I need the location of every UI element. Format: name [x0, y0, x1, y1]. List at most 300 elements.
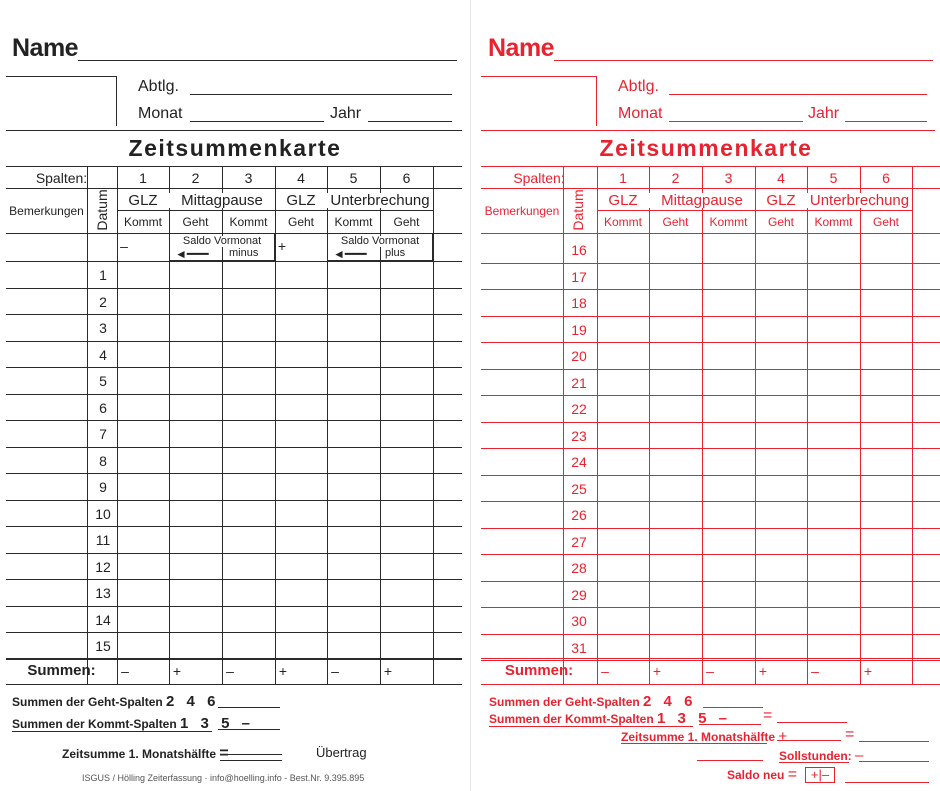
- time-entry-cell[interactable]: [380, 367, 433, 394]
- time-entry-cell[interactable]: [807, 581, 860, 608]
- time-entry-cell[interactable]: [597, 501, 649, 528]
- subheader-kommt: Kommt: [123, 215, 162, 229]
- time-entry-cell[interactable]: [222, 632, 275, 659]
- time-entry-cell[interactable]: [117, 341, 169, 368]
- day-number: 5: [99, 373, 107, 389]
- column-number-2: 2: [671, 170, 680, 186]
- day-number: 13: [95, 585, 111, 601]
- saldo-neu-field[interactable]: [845, 782, 929, 783]
- column-number-6: 6: [882, 170, 890, 186]
- time-entry-cell[interactable]: [807, 448, 860, 475]
- kommt-underline: [489, 726, 693, 727]
- time-entry-cell[interactable]: [649, 395, 702, 422]
- time-entry-cell[interactable]: [275, 447, 327, 474]
- time-entry-cell[interactable]: [380, 500, 433, 527]
- spalten-label: Spalten:: [35, 170, 88, 186]
- plus-sign: +: [758, 663, 768, 679]
- glz-header-2: GLZ: [766, 192, 796, 209]
- geht-sum-row: [489, 693, 696, 710]
- time-entry-cell[interactable]: [649, 448, 702, 475]
- monat-label: Monat: [618, 105, 663, 122]
- time-entry-cell[interactable]: [117, 473, 169, 500]
- time-entry-cell[interactable]: [860, 448, 912, 475]
- time-entry-cell[interactable]: [807, 289, 860, 316]
- time-entry-cell[interactable]: [807, 342, 860, 369]
- jahr-label: Jahr: [330, 105, 362, 122]
- geht-sum-field[interactable]: [218, 707, 280, 708]
- time-entry-cell[interactable]: [807, 369, 860, 396]
- time-entry-cell[interactable]: [860, 395, 912, 422]
- time-entry-cell[interactable]: [597, 634, 649, 661]
- time-entry-cell[interactable]: [649, 316, 702, 343]
- time-entry-cell[interactable]: [807, 236, 860, 263]
- time-entry-cell[interactable]: [327, 579, 380, 606]
- time-entry-cell[interactable]: [169, 261, 222, 288]
- jahr-field[interactable]: [845, 121, 927, 122]
- time-entry-cell[interactable]: [649, 289, 702, 316]
- time-entry-cell[interactable]: [380, 606, 433, 633]
- time-entry-cell[interactable]: [380, 579, 433, 606]
- time-entry-cell[interactable]: [222, 288, 275, 315]
- glz-header-2: GLZ: [286, 192, 316, 209]
- time-entry-cell[interactable]: [597, 369, 649, 396]
- time-entry-cell[interactable]: [702, 316, 755, 343]
- time-entry-cell[interactable]: [597, 342, 649, 369]
- day-number: 20: [571, 348, 587, 364]
- time-entry-cell[interactable]: [327, 447, 380, 474]
- grid-hline: [481, 188, 940, 189]
- time-entry-cell[interactable]: [702, 395, 755, 422]
- time-entry-cell[interactable]: [275, 420, 327, 447]
- saldo-plus-box[interactable]: [327, 233, 433, 261]
- time-entry-cell[interactable]: [117, 314, 169, 341]
- plus-sign: +: [383, 663, 393, 679]
- time-entry-cell[interactable]: [755, 528, 807, 555]
- sollstunden-label: Sollstunden:: [779, 749, 852, 763]
- grid-hline: [6, 188, 462, 189]
- time-entry-cell[interactable]: [169, 606, 222, 633]
- time-entry-cell[interactable]: [169, 420, 222, 447]
- day-number: 6: [99, 399, 107, 416]
- day-number: 28: [571, 560, 587, 576]
- time-entry-cell[interactable]: [327, 261, 380, 288]
- sollstunden-field[interactable]: [859, 761, 929, 762]
- time-entry-cell[interactable]: [222, 473, 275, 500]
- time-entry-cell[interactable]: [755, 289, 807, 316]
- time-entry-cell[interactable]: [222, 606, 275, 633]
- time-entry-cell[interactable]: [117, 632, 169, 659]
- time-entry-cell[interactable]: [117, 606, 169, 633]
- sollstunden-underline: [779, 762, 849, 763]
- time-entry-cell[interactable]: [327, 288, 380, 315]
- time-entry-cell[interactable]: [380, 341, 433, 368]
- time-entry-cell[interactable]: [380, 632, 433, 659]
- day-number: 26: [571, 507, 587, 523]
- time-entry-cell[interactable]: [702, 475, 755, 502]
- card-title: Zeitsummenkarte: [128, 135, 342, 161]
- saldo-minus-box[interactable]: [169, 233, 275, 261]
- time-entry-cell[interactable]: [275, 473, 327, 500]
- time-entry-cell[interactable]: [597, 316, 649, 343]
- time-entry-cell[interactable]: [860, 634, 912, 661]
- day-number: 30: [571, 613, 587, 629]
- time-entry-cell[interactable]: [117, 579, 169, 606]
- time-entry-cell[interactable]: [807, 554, 860, 581]
- column-number-5: 5: [829, 170, 838, 186]
- day-number: 3: [99, 320, 107, 336]
- time-entry-cell[interactable]: [275, 341, 327, 368]
- time-entry-cell[interactable]: [222, 500, 275, 527]
- time-entry-cell[interactable]: [275, 632, 327, 659]
- grid-hline: [6, 166, 462, 167]
- plus-sign: +: [278, 663, 288, 679]
- time-entry-cell[interactable]: [597, 289, 649, 316]
- time-entry-cell[interactable]: [327, 314, 380, 341]
- time-entry-cell[interactable]: [702, 369, 755, 396]
- time-entry-cell[interactable]: [222, 553, 275, 580]
- plus-sign: +: [172, 663, 182, 679]
- mittagpause-header: Mittagpause: [649, 193, 755, 208]
- time-entry-cell[interactable]: [597, 581, 649, 608]
- time-entry-cell[interactable]: [649, 581, 702, 608]
- monat-field[interactable]: [669, 121, 803, 122]
- grid-hline: [481, 684, 940, 685]
- time-entry-cell[interactable]: [860, 342, 912, 369]
- minus-sign: –: [120, 238, 128, 254]
- column-number-3: 3: [244, 170, 253, 186]
- grid-hline: [6, 684, 462, 685]
- datum-label: Datum: [570, 189, 586, 231]
- time-entry-cell[interactable]: [860, 263, 912, 290]
- time-entry-cell[interactable]: [275, 579, 327, 606]
- time-entry-cell[interactable]: [860, 422, 912, 449]
- time-entry-cell[interactable]: [755, 395, 807, 422]
- time-entry-cell[interactable]: [327, 367, 380, 394]
- name-field[interactable]: [554, 60, 933, 61]
- summen-label: Summen:: [504, 662, 574, 679]
- time-entry-cell[interactable]: [169, 288, 222, 315]
- zeitsumme-field-top: [220, 754, 282, 755]
- plus-minus-box[interactable]: +|–: [805, 767, 835, 783]
- time-entry-cell[interactable]: [755, 263, 807, 290]
- time-entry-cell[interactable]: [275, 606, 327, 633]
- time-entry-cell[interactable]: [597, 554, 649, 581]
- time-entry-cell[interactable]: [807, 607, 860, 634]
- time-entry-cell[interactable]: [117, 447, 169, 474]
- time-entry-cell[interactable]: [327, 420, 380, 447]
- time-entry-cell[interactable]: [222, 394, 275, 421]
- datum-label: Datum: [94, 189, 110, 231]
- unterbrechung-header: Unterbrechung: [327, 193, 433, 208]
- equals-sign-3: =: [787, 766, 798, 783]
- time-entry-cell[interactable]: [755, 342, 807, 369]
- day-number: 10: [95, 505, 111, 522]
- abtlg-label: Abtlg.: [618, 78, 659, 95]
- time-entry-cell[interactable]: [117, 367, 169, 394]
- day-number: 7: [99, 426, 107, 442]
- header-divider: [481, 130, 935, 131]
- time-entry-cell[interactable]: [327, 553, 380, 580]
- kommt-sum-label: Summen der Kommt-Spalten: [489, 712, 654, 726]
- day-number: 17: [571, 268, 587, 285]
- time-entry-cell[interactable]: [169, 579, 222, 606]
- time-entry-cell[interactable]: [222, 261, 275, 288]
- time-entry-cell[interactable]: [702, 528, 755, 555]
- time-entry-cell[interactable]: [597, 395, 649, 422]
- time-entry-cell[interactable]: [702, 289, 755, 316]
- zeitsumme-field[interactable]: [777, 740, 841, 741]
- time-entry-cell[interactable]: [755, 607, 807, 634]
- time-entry-cell[interactable]: [649, 501, 702, 528]
- subheader-geht: Geht: [182, 215, 209, 229]
- abtlg-label: Abtlg.: [138, 78, 179, 95]
- time-entry-cell[interactable]: [702, 554, 755, 581]
- time-entry-cell[interactable]: [649, 263, 702, 290]
- time-entry-cell[interactable]: [702, 581, 755, 608]
- time-entry-cell[interactable]: [649, 607, 702, 634]
- time-entry-cell[interactable]: [860, 528, 912, 555]
- time-entry-cell[interactable]: [649, 554, 702, 581]
- time-entry-cell[interactable]: [327, 473, 380, 500]
- time-entry-cell[interactable]: [275, 500, 327, 527]
- day-number: 11: [95, 532, 111, 548]
- kommt-digits: 1 3 5 –: [180, 715, 254, 732]
- time-entry-cell[interactable]: [597, 607, 649, 634]
- time-entry-cell[interactable]: [169, 500, 222, 527]
- geht-digits: 2 4 6: [643, 693, 697, 710]
- geht-sum-label: Summen der Geht-Spalten: [12, 695, 163, 709]
- kommt-sum-row: [489, 710, 731, 727]
- subheader-geht: Geht: [393, 215, 420, 229]
- time-entry-cell[interactable]: [755, 581, 807, 608]
- subheader-kommt: Kommt: [709, 215, 748, 229]
- kommt-sum-field[interactable]: [699, 724, 761, 725]
- time-entry-cell[interactable]: [807, 634, 860, 661]
- jahr-field[interactable]: [368, 121, 452, 122]
- geht-digits: 2 4 6: [166, 693, 220, 710]
- column-number-1: 1: [139, 170, 147, 186]
- subheader-geht: Geht: [872, 215, 899, 229]
- time-entry-cell[interactable]: [380, 553, 433, 580]
- time-entry-cell[interactable]: [222, 420, 275, 447]
- subheader-kommt: Kommt: [229, 215, 268, 229]
- zeitsumme-result-field[interactable]: [859, 741, 929, 742]
- time-entry-cell[interactable]: [755, 369, 807, 396]
- time-entry-cell[interactable]: [222, 341, 275, 368]
- time-entry-cell[interactable]: [380, 526, 433, 553]
- time-entry-cell[interactable]: [807, 395, 860, 422]
- time-entry-cell[interactable]: [702, 342, 755, 369]
- zeitsumme-field[interactable]: [220, 760, 282, 761]
- time-entry-cell[interactable]: [117, 553, 169, 580]
- time-entry-cell[interactable]: [275, 553, 327, 580]
- time-entry-cell[interactable]: [649, 528, 702, 555]
- time-entry-cell[interactable]: [169, 473, 222, 500]
- time-entry-cell[interactable]: [755, 554, 807, 581]
- time-entry-cell[interactable]: [327, 394, 380, 421]
- monat-field[interactable]: [190, 121, 324, 122]
- grid-hline: [481, 166, 940, 167]
- day-number: 9: [99, 479, 107, 495]
- time-entry-cell[interactable]: [807, 422, 860, 449]
- time-entry-cell[interactable]: [380, 473, 433, 500]
- minus-sign: –: [226, 663, 234, 679]
- grid-hline: [481, 660, 940, 661]
- saldo-plus-label: plus: [385, 247, 406, 259]
- time-entry-cell[interactable]: [275, 367, 327, 394]
- time-entry-cell[interactable]: [807, 528, 860, 555]
- time-entry-cell[interactable]: [807, 263, 860, 290]
- time-entry-cell[interactable]: [169, 553, 222, 580]
- time-entry-cell[interactable]: [275, 394, 327, 421]
- time-entry-cell[interactable]: [169, 314, 222, 341]
- time-entry-cell[interactable]: [702, 607, 755, 634]
- time-entry-cell[interactable]: [117, 261, 169, 288]
- time-entry-cell[interactable]: [755, 634, 807, 661]
- time-entry-cell[interactable]: [755, 236, 807, 263]
- zeitsumme-row: [62, 745, 229, 763]
- equals-sign: =: [219, 745, 229, 762]
- geht-sum-row: [12, 693, 219, 710]
- day-number: 27: [571, 533, 587, 550]
- time-entry-cell[interactable]: [327, 526, 380, 553]
- time-entry-cell[interactable]: [597, 422, 649, 449]
- subheader-kommt: Kommt: [603, 215, 642, 229]
- time-entry-cell[interactable]: [755, 501, 807, 528]
- saldo-minus-label: minus: [229, 247, 259, 259]
- time-entry-cell[interactable]: [649, 342, 702, 369]
- day-number: 14: [95, 611, 111, 628]
- time-entry-cell[interactable]: [597, 236, 649, 263]
- subheader-kommt: Kommt: [814, 215, 853, 229]
- subheader-kommt: Kommt: [334, 215, 373, 229]
- minus-sign: –: [706, 663, 714, 679]
- time-entry-cell[interactable]: [275, 261, 327, 288]
- time-entry-cell[interactable]: [222, 367, 275, 394]
- day-number: 12: [95, 558, 111, 575]
- time-entry-cell[interactable]: [649, 475, 702, 502]
- time-entry-cell[interactable]: [860, 236, 912, 263]
- sollstunden-left-field[interactable]: [697, 760, 763, 761]
- time-entry-cell[interactable]: [860, 316, 912, 343]
- time-entry-cell[interactable]: [649, 236, 702, 263]
- time-entry-cell[interactable]: [169, 341, 222, 368]
- time-entry-cell[interactable]: [755, 316, 807, 343]
- time-entry-cell[interactable]: [755, 422, 807, 449]
- time-entry-cell[interactable]: [702, 501, 755, 528]
- kommt-result-field[interactable]: [777, 722, 847, 723]
- time-entry-cell[interactable]: [702, 236, 755, 263]
- time-entry-cell[interactable]: [702, 422, 755, 449]
- saldo-neu-label: Saldo neu: [727, 768, 785, 782]
- zeitsumme-underline: [621, 743, 767, 744]
- day-number: 1: [99, 267, 107, 283]
- time-entry-cell[interactable]: [117, 526, 169, 553]
- time-entry-cell[interactable]: [380, 261, 433, 288]
- minus-sign: –: [121, 663, 129, 679]
- time-entry-cell[interactable]: [222, 314, 275, 341]
- time-entry-cell[interactable]: [860, 289, 912, 316]
- time-entry-cell[interactable]: [649, 634, 702, 661]
- geht-sum-field[interactable]: [703, 707, 763, 708]
- time-entry-cell[interactable]: [117, 288, 169, 315]
- time-entry-cell[interactable]: [860, 581, 912, 608]
- jahr-label: Jahr: [808, 105, 840, 122]
- abtlg-field[interactable]: [669, 94, 927, 95]
- day-number: 4: [99, 346, 107, 363]
- time-entry-cell[interactable]: [327, 632, 380, 659]
- kommt-sum-field[interactable]: [218, 729, 280, 730]
- time-entry-cell[interactable]: [117, 420, 169, 447]
- left-arrow-icon: ◄━━━: [175, 247, 209, 261]
- day-number: 15: [95, 638, 111, 654]
- time-entry-cell[interactable]: [169, 632, 222, 659]
- time-entry-cell[interactable]: [755, 475, 807, 502]
- time-entry-cell[interactable]: [327, 500, 380, 527]
- column-number-4: 4: [777, 170, 785, 186]
- time-entry-cell[interactable]: [807, 475, 860, 502]
- time-entry-cell[interactable]: [860, 554, 912, 581]
- time-entry-cell[interactable]: [380, 394, 433, 421]
- zeitsumme-label: Zeitsumme 1. Monatshälfte: [621, 730, 776, 744]
- time-entry-cell[interactable]: [327, 341, 380, 368]
- time-entry-cell[interactable]: [860, 501, 912, 528]
- name-field[interactable]: [78, 60, 457, 61]
- time-entry-cell[interactable]: [702, 448, 755, 475]
- time-entry-cell[interactable]: [380, 288, 433, 315]
- time-entry-cell[interactable]: [169, 447, 222, 474]
- time-entry-cell[interactable]: [597, 475, 649, 502]
- time-entry-cell[interactable]: [597, 448, 649, 475]
- time-entry-cell[interactable]: [597, 528, 649, 555]
- time-entry-cell[interactable]: [327, 606, 380, 633]
- time-entry-cell[interactable]: [380, 314, 433, 341]
- time-entry-cell[interactable]: [275, 526, 327, 553]
- zeitsumme-label: Zeitsumme 1. Monatshälfte: [62, 747, 217, 761]
- time-entry-cell[interactable]: [169, 367, 222, 394]
- time-entry-cell[interactable]: [702, 263, 755, 290]
- time-entry-cell[interactable]: [275, 314, 327, 341]
- time-entry-cell[interactable]: [117, 394, 169, 421]
- name-row: [488, 34, 933, 64]
- time-entry-cell[interactable]: [169, 394, 222, 421]
- time-entry-cell[interactable]: [807, 501, 860, 528]
- left-arrow-icon: ◄━━━: [333, 247, 367, 261]
- time-entry-cell[interactable]: [222, 579, 275, 606]
- time-entry-cell[interactable]: [860, 607, 912, 634]
- abtlg-field[interactable]: [190, 94, 452, 95]
- time-entry-cell[interactable]: [117, 500, 169, 527]
- time-entry-cell[interactable]: [755, 448, 807, 475]
- time-entry-cell[interactable]: [860, 475, 912, 502]
- time-entry-cell[interactable]: [860, 369, 912, 396]
- time-entry-cell[interactable]: [649, 369, 702, 396]
- time-entry-cell[interactable]: [380, 447, 433, 474]
- bemerkungen-label: Bemerkungen: [484, 204, 560, 218]
- time-entry-cell[interactable]: [275, 288, 327, 315]
- time-entry-cell[interactable]: [380, 420, 433, 447]
- time-entry-cell[interactable]: [169, 526, 222, 553]
- day-number: 31: [571, 639, 587, 656]
- glz-header: GLZ: [608, 192, 638, 209]
- time-entry-cell[interactable]: [807, 316, 860, 343]
- time-entry-cell[interactable]: [222, 447, 275, 474]
- time-entry-cell[interactable]: [597, 263, 649, 290]
- time-entry-cell[interactable]: [702, 634, 755, 661]
- kommt-sum-label: Summen der Kommt-Spalten: [12, 717, 177, 731]
- time-entry-cell[interactable]: [649, 422, 702, 449]
- time-entry-cell[interactable]: [222, 526, 275, 553]
